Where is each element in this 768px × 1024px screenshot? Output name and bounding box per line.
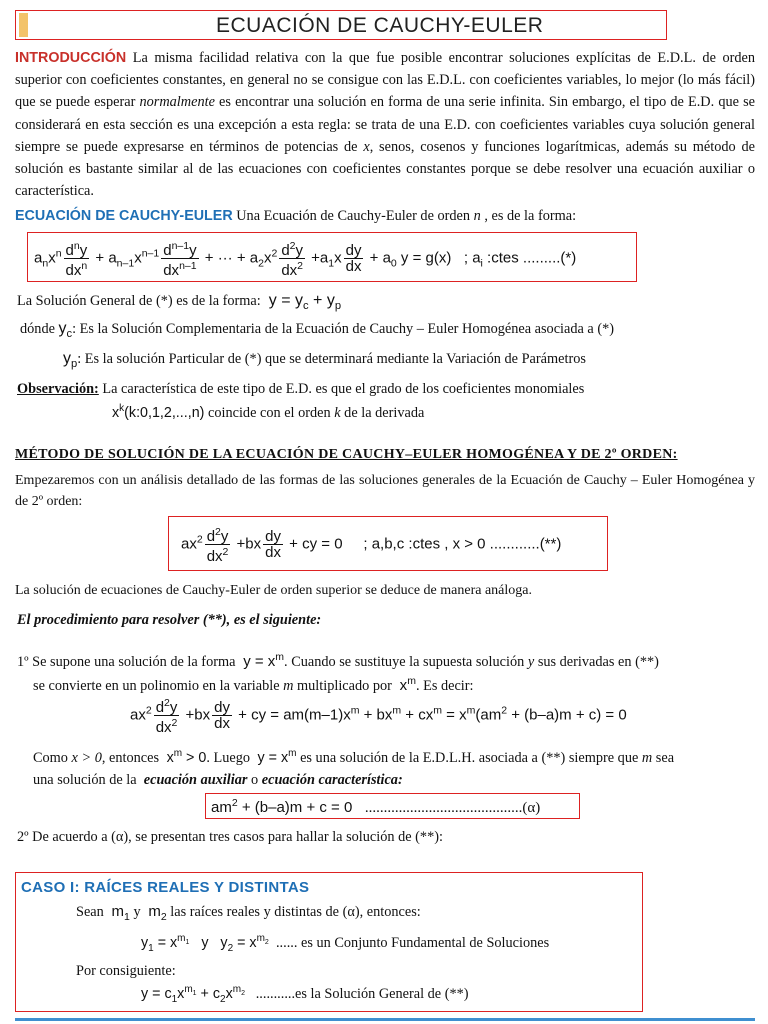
- aux-text-a: una solución de la: [33, 772, 137, 788]
- como-text-c: , entonces: [101, 749, 160, 766]
- method-heading: MÉTODO DE SOLUCIÓN DE LA ECUACIÓN DE CAUCHY–EULER HOMOGÉNEA Y DE 2º ORDEN:: [15, 447, 678, 462]
- bottom-divider: [15, 1018, 755, 1021]
- definition-lead: ECUACIÓN DE CAUCHY-EULER: [15, 208, 233, 224]
- como-line: Como x > 0, entonces $x^m > 0$. Luego $y = x^m$ es una solución de la E.D.L.H. asociada a (**) siempre que m sea: [33, 748, 675, 766]
- auxiliary-equation: $am^2 + (b-a)m + c = 0$ ..........................................(α): [211, 797, 541, 816]
- caso-1-sean-line: Sean $m_1$ y $m_2$ las raíces reales y distintas de (α), entonces:: [76, 903, 421, 923]
- characteristic-equation-term: ecuación característica:: [261, 772, 403, 788]
- step1-text-f: multiplicado por: [297, 678, 392, 694]
- caso-1-por-consiguiente: Por consiguiente:: [76, 963, 176, 979]
- step1-text-d: sus derivadas en (**): [537, 654, 659, 670]
- observation-line: [17, 381, 584, 398]
- como-text-a: Como: [33, 749, 68, 766]
- yp-line: $y_p$: Es la solución Particular de (*) que se determinará mediante la Variación de Parámetros: [63, 350, 586, 371]
- caso-1-sean: Sean: [76, 904, 104, 920]
- step1-line-1: 1º Se supone una solución de la forma $y = x^m$. Cuando se sustituye la supuesta solución y sus derivadas en (**): [17, 651, 659, 670]
- caso-1-cfs-text: ...... es un Conjunto Fundamental de Soluciones: [275, 934, 550, 951]
- intro-text-3: , senos, cosenos y funciones logarítmicas, además su método de solución es bastante similar al de las ecuaciones con coeficientes constantes porque se debe resolver una ecuación auxiliar o característica.: [15, 138, 755, 200]
- substitution-equation: $ax^2$ $\frac{d^2y}{dx^2}$ +bx $\frac{dy}{dx}$ + cy = $am(m-1)x^m + bx^m + cx^m = x^m(am^2 + (b-a)m + c) = 0$: [130, 697, 627, 736]
- definition-text: Una Ecuación de Cauchy-Euler de orden: [232, 208, 474, 224]
- intro-emph: normalmente: [139, 94, 215, 111]
- aux-text-c: o: [251, 772, 259, 788]
- title-accent-bar: [19, 13, 28, 37]
- cauchy-euler-equation-box: [27, 232, 637, 282]
- como-text-e: es una solución de la E.D.L.H. asociada a (**) siempre que: [300, 749, 639, 766]
- definition-var-n: n: [473, 208, 481, 224]
- cauchy-euler-equation: $a_nx^n$ $\frac{d^ny}{dx^n}$ + $a_{n-1}x^{n-1}$ $\frac{d^{n-1}y}{dx^{n-1}}$ + ··· + $a_2x^2$ $\frac{d^2y}{dx^2}$ $+a_1x$ $\frac{dy}{dx}$ + $a_0$ y = g(x) ; $a_i$ :ctes .........(*): [34, 240, 577, 279]
- intro-lead: INTRODUCCIÓN: [15, 50, 127, 66]
- title-box: [15, 10, 667, 40]
- higher-order-note: La solución de ecuaciones de Cauchy-Euler de orden superior se deduce de manera análoga.: [15, 583, 532, 598]
- caso-1-cfs-line: $y_1 = x^{m_1}$ y $y_2 = x^{m_2}$ ...... es un Conjunto Fundamental de Soluciones: [141, 933, 550, 954]
- step1-var-m: m: [283, 678, 294, 694]
- caso-1-title: CASO I: RAÍCES REALES Y DISTINTAS: [21, 879, 310, 896]
- observation-var-k: k: [334, 404, 341, 421]
- caso-1-general-solution-text: ...........es la Solución General de (**): [255, 985, 469, 1002]
- definition-line: [15, 208, 576, 225]
- observation-k-range: (k:0,1,2,...,n): [124, 404, 205, 421]
- como-var-m: m: [641, 749, 653, 766]
- step2-line: 2º De acuerdo a (α), se presentan tres casos para hallar la solución de (**):: [17, 829, 443, 845]
- observation-line-2: $x^k(k:0,1,2,...,n)$ coincide con el orden k de la derivada: [112, 403, 425, 421]
- step1-text-a: 1º Se supone una solución de la forma: [17, 654, 236, 670]
- caso-1-roots-text: las raíces reales y distintas de (α), entonces:: [170, 904, 421, 920]
- intro-paragraph: [15, 47, 755, 202]
- step1-var-y: y: [527, 654, 535, 670]
- step1-line-2: se convierte en un polinomio en la variable m multiplicado por $x^m$. Es decir:: [33, 675, 474, 694]
- como-text-d: . Luego: [206, 749, 250, 766]
- intro-text-1: La misma facilidad relativa con la que fue posible encontrar soluciones explícitas de E.D.L. de orden superior con coeficientes constantes, en general no se consigue con las E.D.L. con coeficientes variables, lo mejor (lo más fácil) que se puede esperar: [15, 50, 755, 111]
- step1-text-e: se convierte en un polinomio en la variable: [33, 678, 280, 694]
- observation-line2-c: de la derivada: [340, 404, 425, 421]
- step1-text-g: . Es decir:: [415, 678, 474, 694]
- intro-text-2: es encontrar una solución en forma de una serie infinita. Sin embargo, el tipo de E.D. que se considerará en esta sección es una excepción a esta regla: se trata de una E.D. con coeficientes variables cuya solución general siempre se puede expresarse en términos de potencias de: [15, 94, 755, 155]
- general-solution-text: La Solución General de (*) es de la forma:: [17, 293, 261, 309]
- observation-line2-b: coincide con el orden: [204, 404, 335, 421]
- observation-lead: Observación:: [17, 381, 99, 397]
- definition-eq-tail-2: :ctes .........(*): [482, 249, 577, 267]
- caso-1-y: y: [133, 904, 141, 920]
- page-title: ECUACIÓN DE CAUCHY-EULER: [216, 14, 544, 37]
- second-order-equation: $ax^2$ $\frac{d^2y}{dx^2}$ +bx $\frac{dy}{dx}$ + cy = 0 ; a,b,c :ctes , x > 0 ............(**): [181, 526, 562, 565]
- method-intro: Empezaremos con un análisis detallado de las formas de las soluciones generales de la Ecuación de Cauchy – Euler Homogénea y de 2º orden:: [15, 473, 755, 509]
- definition-eq-tail-sub: i: [480, 257, 483, 270]
- auxiliary-equation-box: [205, 793, 580, 819]
- observation-text: La característica de este tipo de E.D. es que el grado de los coeficientes monomiales: [98, 381, 585, 397]
- yc-description: : Es la Solución Complementaria de la Ecuación de Cauchy – Euler Homogénea asociada a (*): [72, 321, 615, 337]
- procedure-heading: El procedimiento para resolver (**), es el siguiente:: [17, 612, 322, 628]
- auxiliary-eq-tail: ..........................................(α): [364, 800, 541, 816]
- definition-text-end: , es de la forma:: [480, 208, 577, 224]
- second-order-equation-box: [168, 516, 608, 571]
- donde-word: dónde: [20, 321, 55, 337]
- step1-text-b: . Cuando se sustituye la supuesta solución: [284, 654, 525, 670]
- intro-var-x: x: [363, 138, 370, 155]
- definition-eq-tail: ; a: [463, 249, 481, 267]
- como-x-positive: x > 0: [71, 749, 102, 766]
- caso-1-box: [15, 872, 643, 1012]
- como-text-g: sea: [655, 749, 675, 766]
- caso-1-general-solution-line: $y = c_1x^{m_1} + c_2x^{m_2}$ ...........es la Solución General de (**): [141, 984, 469, 1005]
- auxiliary-line: [33, 772, 403, 789]
- yc-line: dónde $y_c$: Es la Solución Complementaria de la Ecuación de Cauchy – Euler Homogénea asociada a (*): [20, 320, 615, 341]
- method-eq-tail: ; a,b,c :ctes , x > 0 ............(**): [363, 535, 562, 553]
- yp-description: : Es la solución Particular de (*) que se determinará mediante la Variación de Parámetros: [77, 351, 586, 367]
- aux-equation-term: ecuación auxiliar: [143, 772, 248, 788]
- general-solution-line: La Solución General de (*) es de la forma: $y = y_c + y_p$: [17, 292, 342, 313]
